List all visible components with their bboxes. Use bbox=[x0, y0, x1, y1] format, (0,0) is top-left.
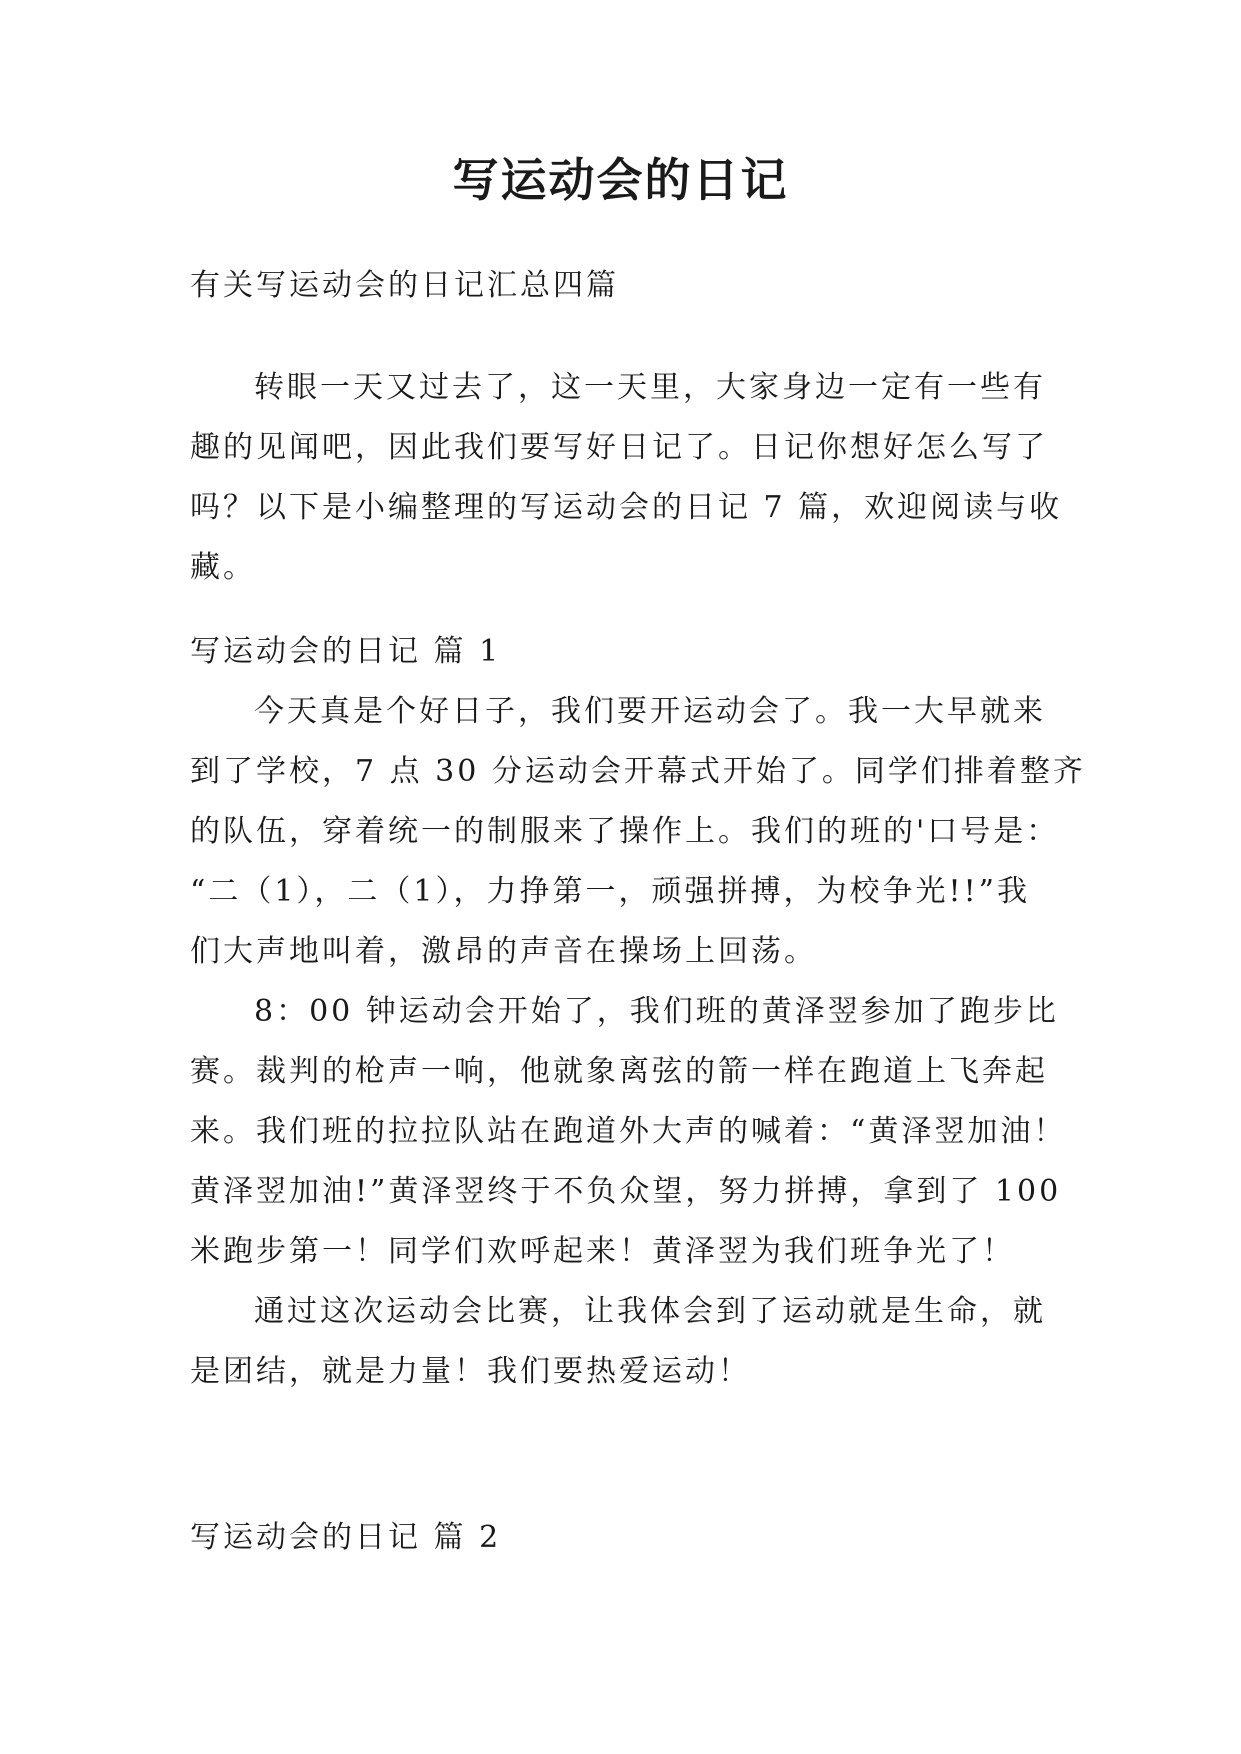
paragraph-line: 的队伍，穿着统一的制服来了操作上。我们的班的'口号是： bbox=[190, 814, 1060, 849]
paragraph-line: 8：00 钟运动会开始了，我们班的黄泽翌参加了跑步比 bbox=[254, 994, 1059, 1029]
paragraph-line: “二（1），二（1），力挣第一，顽强拼搏，为校争光!!”我 bbox=[190, 874, 1030, 909]
intro-line: 吗？以下是小编整理的写运动会的日记 7 篇，欢迎阅读与收 bbox=[190, 490, 1063, 525]
paragraph-line: 们大声地叫着，激昂的声音在操场上回荡。 bbox=[190, 934, 817, 969]
section-heading: 写运动会的日记 篇 2 bbox=[190, 1520, 502, 1555]
paragraph-line: 今天真是个好日子，我们要开运动会了。我一大早就来 bbox=[254, 694, 1046, 729]
paragraph-line: 黄泽翌加油!”黄泽翌终于不负众望，努力拼搏，拿到了 100 bbox=[190, 1174, 1062, 1209]
document-title: 写运动会的日记 bbox=[452, 153, 789, 207]
intro-line: 藏。 bbox=[190, 550, 256, 585]
paragraph-line: 来。我们班的拉拉队站在跑道外大声的喊着：“黄泽翌加油！ bbox=[190, 1114, 1067, 1149]
paragraph-line: 是团结，就是力量！我们要热爱运动！ bbox=[190, 1354, 751, 1389]
paragraph-line: 赛。裁判的枪声一响，他就象离弦的箭一样在跑道上飞奔起 bbox=[190, 1054, 1048, 1089]
subtitle-text: 有关写运动会的日记汇总四篇 bbox=[190, 268, 619, 303]
paragraph-line: 到了学校，7 点 30 分运动会开幕式开始了。同学们排着整齐 bbox=[190, 754, 1086, 789]
section-1 bbox=[190, 622, 1086, 1402]
paragraph-line: 米跑步第一！同学们欢呼起来！黄泽翌为我们班争光了！ bbox=[190, 1234, 1015, 1269]
section-2 bbox=[190, 1508, 1070, 1568]
paragraph-line: 通过这次运动会比赛，让我体会到了运动就是生命，就 bbox=[254, 1294, 1046, 1329]
intro-paragraph bbox=[190, 358, 1070, 598]
section-heading: 写运动会的日记 篇 1 bbox=[190, 634, 502, 669]
intro-line: 转眼一天又过去了，这一天里，大家身边一定有一些有 bbox=[254, 370, 1046, 405]
intro-line: 趣的见闻吧，因此我们要写好日记了。日记你想好怎么写了 bbox=[190, 430, 1048, 465]
document-subtitle bbox=[190, 256, 1070, 316]
